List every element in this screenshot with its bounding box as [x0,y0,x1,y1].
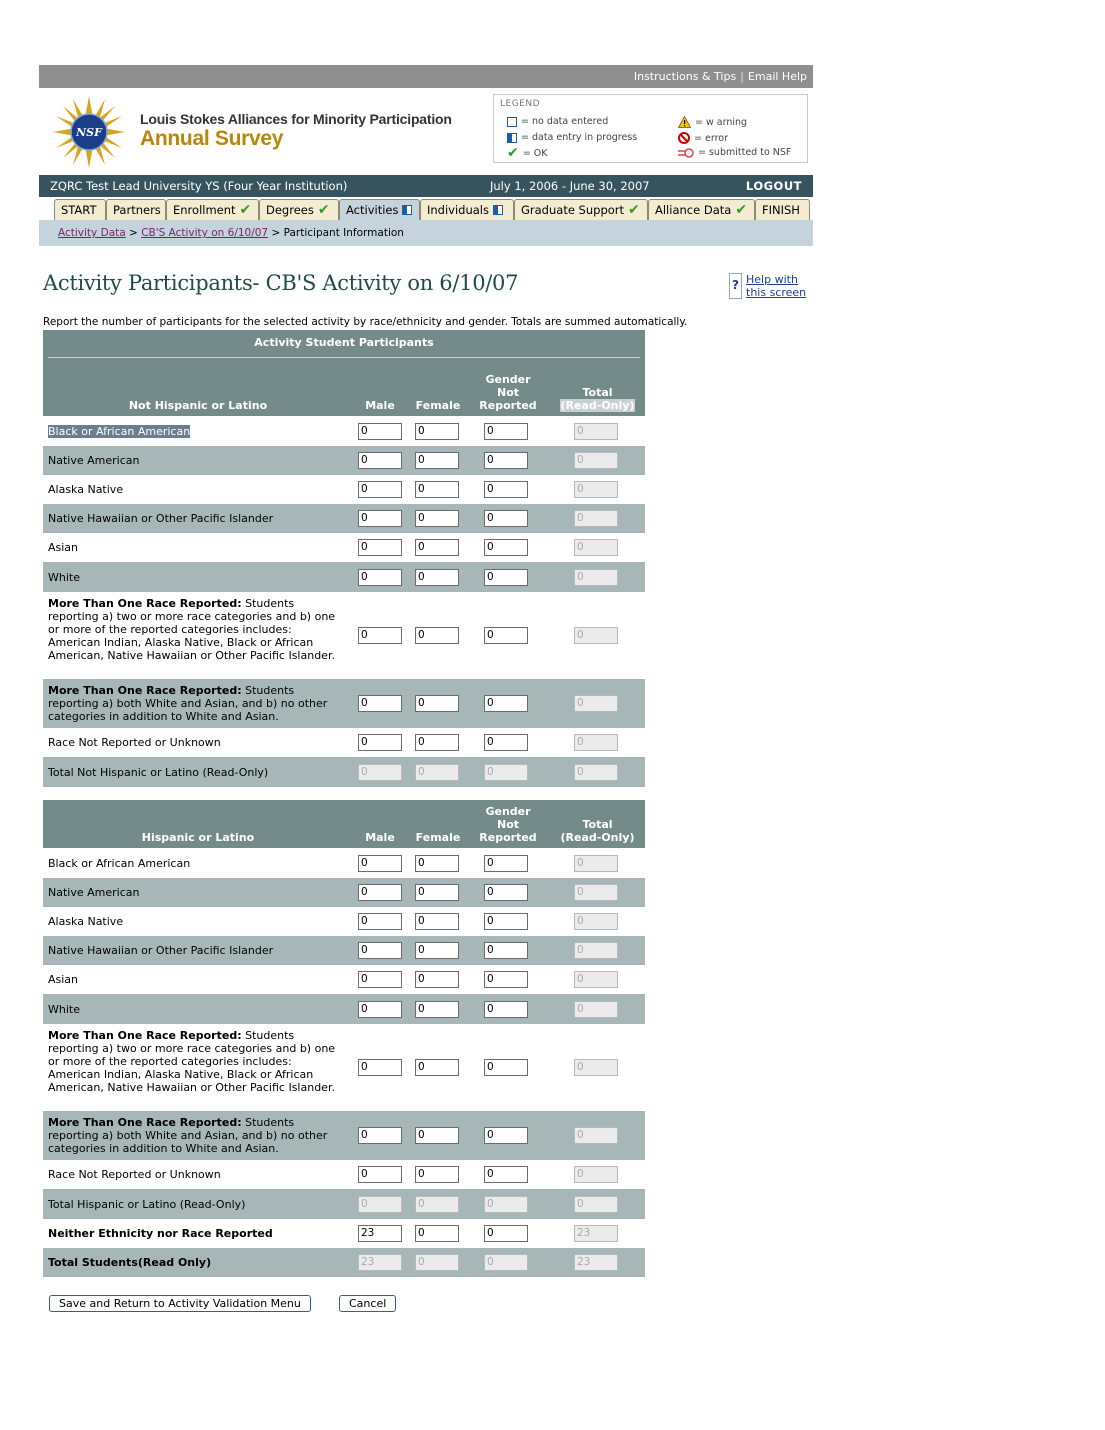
gender-not-reported-input[interactable]: 0 [484,510,528,527]
tab-finish[interactable]: FINISH [755,199,810,220]
in-progress-icon [507,133,517,143]
row-label: Black or African American [48,425,191,438]
row-label: White [48,571,80,584]
male-input[interactable]: 0 [358,695,402,712]
female-input[interactable]: 0 [415,539,459,556]
legend-in-progress: = data entry in progress [521,132,638,143]
female-input[interactable]: 0 [415,452,459,469]
total-readonly-field: 0 [574,695,618,712]
row-label: Race Not Reported or Unknown [48,736,221,749]
table-row [43,1111,645,1160]
total-readonly-field: 0 [574,971,618,988]
gender-not-reported-input[interactable]: 0 [484,569,528,586]
row-label: Alaska Native [48,915,124,928]
male-input[interactable]: 0 [358,855,402,872]
female-input[interactable]: 0 [415,1127,459,1144]
tab-graduate-support[interactable]: Graduate Support ✔ [514,199,648,220]
logout-button[interactable]: LOGOUT [745,179,802,193]
female-readonly-field: 0 [415,764,459,781]
male-input[interactable]: 0 [358,942,402,959]
total-readonly-field: 0 [574,1001,618,1018]
table-header [43,358,645,416]
table-row [43,562,645,592]
program-title: Louis Stokes Alliances for Minority Participation [140,111,452,127]
table-row [43,1248,645,1277]
female-input[interactable]: 0 [415,569,459,586]
male-input[interactable]: 0 [358,627,402,644]
gender-not-reported-input[interactable]: 0 [484,423,528,440]
check-icon: ✔ [239,202,252,218]
row-label: More Than One Race Reported: Students reporting a) two or more race categories and b) one or more of the reported categories includes: American Indian, Alaska Native, Black or African American, Native Hawaiian or Other Pacific Islander. [48,1029,336,1094]
nsf-logo-text: NSF [76,126,102,139]
female-readonly-field: 0 [415,1254,459,1271]
male-input[interactable]: 0 [358,1127,402,1144]
col-total-2: (Read-Only) [560,399,635,412]
not-hispanic-table [43,330,645,787]
col-total-2: (Read-Only) [560,831,635,844]
total-readonly-field: 0 [574,764,618,781]
table-row [43,446,645,475]
row-label: White [48,1003,80,1016]
table-row [43,965,645,994]
page-title: Activity Participants- CB'S Activity on 6/10/07 [43,271,519,295]
total-readonly-field: 0 [574,734,618,751]
row-label: Race Not Reported or Unknown [48,1168,221,1181]
tab-partners[interactable]: Partners [106,199,166,220]
table-row [43,416,645,446]
row-label: Asian [48,973,79,986]
gender-not-reported-input[interactable]: 0 [484,1225,528,1242]
total-readonly-field: 23 [574,1254,618,1271]
help-icon[interactable]: ? [729,273,742,299]
total-readonly-field: 0 [574,569,618,586]
gender-not-reported-input[interactable]: 0 [484,695,528,712]
total-readonly-field: 0 [574,510,618,527]
total-readonly-field: 0 [574,913,618,930]
gender-not-reported-readonly-field: 0 [484,1254,528,1271]
gender-not-reported-readonly-field: 0 [484,1196,528,1213]
breadcrumb-activity[interactable]: CB'S Activity on 6/10/07 [141,227,269,239]
table-row [43,848,645,878]
intro-text: Report the number of participants for the selected activity by race/ethnicity and gender. Totals are summed automatically. [43,316,688,328]
gender-not-reported-input[interactable]: 0 [484,1059,528,1076]
error-icon [678,132,690,144]
row-label: More Than One Race Reported: Students reporting a) both White and Asian, and b) no other categories in addition to White and Asian. [48,684,328,723]
female-input[interactable]: 0 [415,942,459,959]
male-readonly-field: 0 [358,764,402,781]
female-input[interactable]: 0 [415,627,459,644]
warning-icon [678,116,691,128]
female-readonly-field: 0 [415,1196,459,1213]
male-input[interactable]: 0 [358,1166,402,1183]
total-readonly-field: 0 [574,884,618,901]
female-input[interactable]: 0 [415,1001,459,1018]
female-input[interactable]: 0 [415,695,459,712]
table-row [43,475,645,504]
total-readonly-field: 0 [574,855,618,872]
total-readonly-field: 23 [574,1225,618,1242]
submitted-icon [678,148,694,158]
email-help-link[interactable]: Email Help [747,70,807,83]
total-readonly-field: 0 [574,452,618,469]
institution-name: ZQRC Test Lead University YS (Four Year Institution) [50,179,348,193]
ok-check-icon: ✔ [507,145,519,161]
col-total-1: Total [582,818,613,831]
female-input[interactable]: 0 [415,855,459,872]
male-readonly-field: 23 [358,1254,402,1271]
help-link-group[interactable] [729,273,806,299]
gender-not-reported-input[interactable]: 0 [484,539,528,556]
male-input[interactable]: 0 [358,1001,402,1018]
total-readonly-field: 0 [574,1127,618,1144]
gender-not-reported-input[interactable]: 0 [484,855,528,872]
female-input[interactable]: 0 [415,1059,459,1076]
check-icon: ✔ [735,202,748,218]
legend-submitted: = submitted to NSF [698,147,792,158]
total-readonly-field: 0 [574,1166,618,1183]
legend-box [493,94,808,163]
female-input[interactable]: 0 [415,884,459,901]
gender-not-reported-input[interactable]: 0 [484,627,528,644]
row-label: Total Hispanic or Latino (Read-Only) [48,1198,246,1211]
table-header [43,800,645,848]
in-progress-icon [493,205,503,215]
male-input[interactable]: 0 [358,539,402,556]
female-input[interactable]: 0 [415,481,459,498]
male-input[interactable]: 0 [358,569,402,586]
table-row [43,1024,645,1111]
male-readonly-field: 0 [358,1196,402,1213]
table-row [43,533,645,562]
col-total-1: Total [582,386,613,399]
row-label: More Than One Race Reported: Students reporting a) two or more race categories and b) one or more of the reported categories includes: American Indian, Alaska Native, Black or African American, Native Hawaiian or Other Pacific Islander. [48,597,336,662]
total-readonly-field: 0 [574,481,618,498]
total-readonly-field: 0 [574,942,618,959]
table-row [43,679,645,728]
table-row [43,1219,645,1248]
col-gender-3: Reported [479,831,537,844]
top-utility-bar: Instructions & Tips | Email Help [39,65,813,88]
tab-alliance-data[interactable]: Alliance Data ✔ [648,199,755,220]
male-input[interactable]: 0 [358,971,402,988]
male-input[interactable]: 0 [358,734,402,751]
total-readonly-field: 0 [574,1196,618,1213]
row-label: Native American [48,454,140,467]
row-label: Native American [48,886,140,899]
legend-ok: = OK [522,147,548,159]
col-female: Female [415,831,461,844]
row-label: Alaska Native [48,483,124,496]
gender-not-reported-input[interactable]: 0 [484,1001,528,1018]
help-link-line2[interactable]: this screen [746,286,807,299]
legend-warning: = w arning [695,116,748,128]
check-icon: ✔ [628,202,640,218]
male-input[interactable]: 0 [358,510,402,527]
row-label: Black or African American [48,857,191,870]
row-label: Total Not Hispanic or Latino (Read-Only) [48,766,269,779]
total-readonly-field: 0 [574,1059,618,1076]
row-label: Asian [48,541,79,554]
breadcrumb: Activity Data > CB'S Activity on 6/10/07 > Participant Information [39,220,813,246]
institution-bar [39,175,813,197]
table-row [43,878,645,907]
row-label: Native Hawaiian or Other Pacific Islander [48,944,274,957]
female-input[interactable]: 0 [415,734,459,751]
row-label: Neither Ethnicity nor Race Reported [48,1227,273,1240]
total-readonly-field: 0 [574,627,618,644]
male-input[interactable]: 0 [358,452,402,469]
table-row [43,994,645,1024]
total-readonly-field: 0 [574,423,618,440]
breadcrumb-current: Participant Information [283,227,404,239]
tab-activities[interactable]: Activities [339,199,420,220]
check-icon: ✔ [317,202,330,218]
col-gender-2: Not [496,818,520,831]
help-link-line1[interactable]: Help with [746,273,798,286]
table-row [43,757,645,787]
survey-title: Annual Survey [140,127,284,150]
legend-error: = error [694,132,728,144]
gender-not-reported-input[interactable]: 0 [484,942,528,959]
col-male: Male [365,831,395,844]
tab-start[interactable]: START [54,199,106,220]
table-row [43,504,645,533]
male-input[interactable]: 23 [358,1225,402,1242]
female-input[interactable]: 0 [415,1225,459,1242]
gender-not-reported-input[interactable]: 0 [484,971,528,988]
tab-bar [39,199,813,220]
gender-not-reported-input[interactable]: 0 [484,1166,528,1183]
table-row [43,1189,645,1219]
tab-enrollment[interactable]: Enrollment ✔ [166,199,259,220]
female-input[interactable]: 0 [415,1166,459,1183]
col-male: Male [365,399,395,412]
col-gender-1: Gender [485,805,531,818]
col-female: Female [415,399,461,412]
col-gender-1: Gender [485,373,531,386]
hispanic-table [43,800,645,1277]
female-input[interactable]: 0 [415,971,459,988]
save-return-button[interactable]: Save and Return to Activity Validation Menu [49,1295,311,1312]
male-input[interactable]: 0 [358,423,402,440]
male-input[interactable]: 0 [358,884,402,901]
table-row [43,907,645,936]
legend-no-data: = no data entered [521,116,609,127]
col-group-label: Hispanic or Latino [141,831,255,844]
survey-period: July 1, 2006 - June 30, 2007 [490,179,650,193]
row-label: Native Hawaiian or Other Pacific Islander [48,512,274,525]
table-row [43,728,645,757]
col-gender-3: Reported [479,399,537,412]
row-label: Total Students(Read Only) [48,1256,212,1269]
table-caption: Activity Student Participants [43,330,645,358]
male-input[interactable]: 0 [358,913,402,930]
in-progress-icon [402,205,412,215]
nsf-logo-icon [53,96,125,168]
gender-not-reported-input[interactable]: 0 [484,452,528,469]
gender-not-reported-input[interactable]: 0 [484,481,528,498]
total-readonly-field: 0 [574,539,618,556]
col-group-label: Not Hispanic or Latino [128,399,268,412]
cancel-button[interactable]: Cancel [339,1295,396,1312]
gender-not-reported-readonly-field: 0 [484,764,528,781]
female-input[interactable]: 0 [415,423,459,440]
tab-individuals[interactable]: Individuals [420,199,514,220]
gender-not-reported-input[interactable]: 0 [484,884,528,901]
table-row [43,1160,645,1189]
gender-not-reported-input[interactable]: 0 [484,1127,528,1144]
no-data-icon [507,117,517,127]
gender-not-reported-input[interactable]: 0 [484,734,528,751]
legend-title: LEGEND [500,99,541,109]
instructions-link[interactable]: Instructions & Tips [633,70,737,83]
female-input[interactable]: 0 [415,913,459,930]
male-input[interactable]: 0 [358,1059,402,1076]
breadcrumb-activity-data[interactable]: Activity Data [58,227,126,239]
col-gender-2: Not [496,386,520,399]
table-row [43,936,645,965]
female-input[interactable]: 0 [415,510,459,527]
table-row [43,592,645,679]
male-input[interactable]: 0 [358,481,402,498]
gender-not-reported-input[interactable]: 0 [484,913,528,930]
header [39,88,813,175]
tab-degrees[interactable]: Degrees ✔ [259,199,339,220]
row-label: More Than One Race Reported: Students reporting a) both White and Asian, and b) no other categories in addition to White and Asian. [48,1116,328,1155]
